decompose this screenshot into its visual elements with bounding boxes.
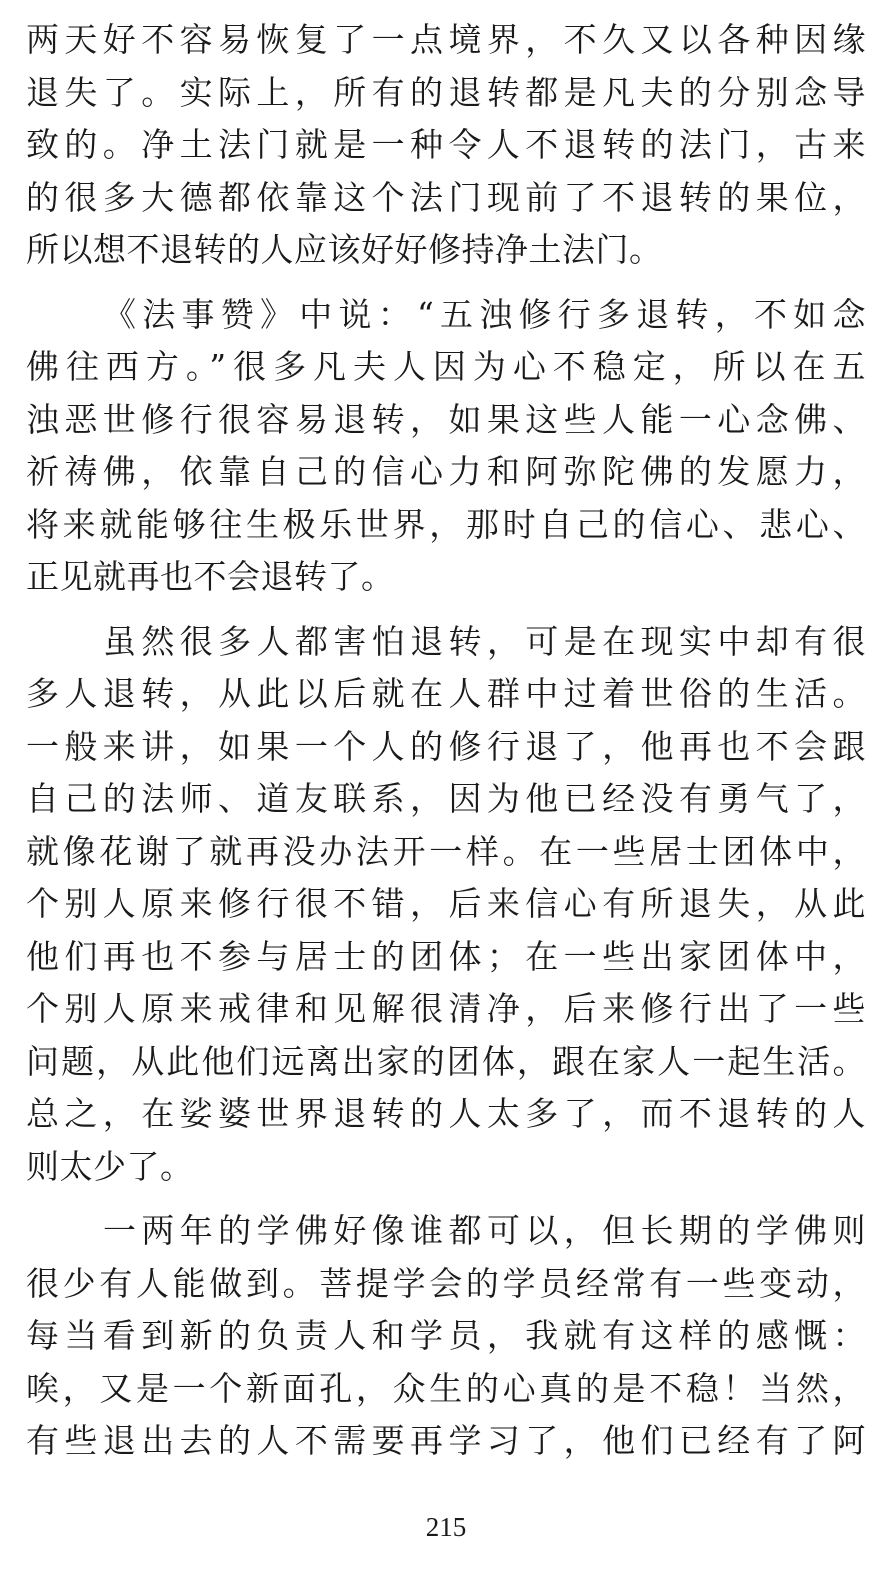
text-line: 将来就能够往生极乐世界，那时自己的信心、悲心、 [26,504,866,544]
paragraph-1 [26,14,866,277]
text-line: 《法事赞》中说：“五浊修行多退转，不如念 [103,294,866,334]
text-line: 所以想不退转的人应该好好修持净土法门。 [26,230,663,269]
text-line: 祈祷佛，依靠自己的信心力和阿弥陀佛的发愿力， [26,452,866,491]
text-line: 唉，又是一个新面孔，众生的心真的是不稳！当然， [26,1368,866,1408]
text-line: 自己的法师、道友联系，因为他已经没有勇气了， [26,779,866,818]
page-body [26,14,866,1468]
text-line: 虽然很多人都害怕退转，可是在现实中却有很 [103,621,866,661]
page-number: 215 [425,1512,467,1542]
text-line: 问题，从此他们远离出家的团体，跟在家人一起生活。 [26,1041,866,1081]
paragraph-gap [26,604,866,616]
text-line: 致的。净土法门就是一种令人不退转的法门，古来 [26,125,866,164]
text-line: 多人退转，从此以后就在人群中过着世俗的生活。 [26,674,866,713]
text-line: 浊恶世修行很容易退转，如果这些人能一心念佛、 [26,399,866,439]
text-line: 个别人原来修行很不错，后来信心有所退失，从此 [26,884,866,923]
text-line: 很少有人能做到。菩提学会的学员经常有一些变动， [26,1263,866,1303]
text-line: 个别人原来戒律和见解很清净，后来修行出了一些 [26,989,866,1028]
text-line: 正见就再也不会退转了。 [26,557,395,596]
paragraph-2 [26,289,866,604]
text-line: 的很多大德都依靠这个法门现前了不退转的果位， [26,177,866,217]
text-line: 有些退出去的人不需要再学习了，他们已经有了阿 [26,1421,866,1460]
text-line: 他们再也不参与居士的团体；在一些出家团体中， [26,936,866,976]
text-line: 每当看到新的负责人和学员，我就有这样的感慨： [26,1316,866,1355]
text-line: 则太少了。 [26,1146,194,1186]
text-line: 退失了。实际上，所有的退转都是凡夫的分别念导 [26,72,866,112]
text-line: 一两年的学佛好像谁都可以，但长期的学佛则 [103,1211,866,1250]
paragraph-4 [26,1205,866,1468]
text-line: 佛往西方。”很多凡夫人因为心不稳定，所以在五 [26,347,866,386]
text-line: 一般来讲，如果一个人的修行退了，他再也不会跟 [26,726,866,766]
text-line: 总之，在娑婆世界退转的人太多了，而不退转的人 [26,1094,866,1133]
text-line: 就像花谢了就再没办法开一样。在一些居士团体中， [26,831,866,871]
paragraph-3 [26,616,866,1194]
paragraph-gap [26,1193,866,1205]
text-line: 两天好不容易恢复了一点境界，不久又以各种因缘 [26,20,866,59]
paragraph-gap [26,277,866,289]
